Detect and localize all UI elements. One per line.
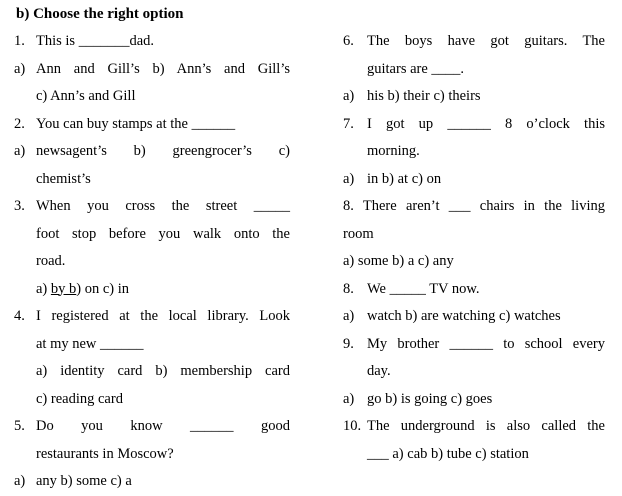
- worksheet-line: [343, 83, 605, 111]
- worksheet-line: [14, 358, 290, 386]
- item-label: a): [14, 60, 26, 77]
- worksheet-line: [14, 413, 290, 441]
- item-text: I got up ______ 8 o’clock this: [367, 115, 605, 132]
- worksheet-line: [14, 276, 290, 304]
- item-text: c) reading card: [36, 390, 123, 407]
- worksheet-line: [343, 413, 605, 441]
- section-title: b) Choose the right option: [16, 6, 184, 22]
- item-text: newsagent’s b) greengrocer’s c): [36, 143, 290, 159]
- worksheet-line: [14, 221, 290, 249]
- item-label: a): [14, 473, 26, 489]
- item-text: road.: [36, 253, 66, 269]
- item-text: guitars are ____.: [367, 60, 465, 77]
- item-text: day.: [367, 363, 391, 379]
- item-label: 8.: [343, 280, 354, 297]
- item-text: any b) some c) a: [36, 473, 132, 489]
- worksheet-line: [343, 248, 605, 276]
- worksheet-line: [14, 441, 290, 469]
- item-label: a): [343, 170, 355, 187]
- right-column: [343, 28, 605, 468]
- item-text: room: [343, 225, 374, 242]
- worksheet-line: [14, 248, 290, 276]
- worksheet-line: [14, 166, 290, 194]
- item-label: a): [343, 308, 355, 324]
- item-text: watch b) are watching c) watches: [367, 308, 561, 324]
- worksheet-line: [343, 386, 605, 414]
- worksheet-line: [343, 303, 605, 331]
- item-label: 3.: [14, 198, 25, 214]
- item-text: chemist’s: [36, 170, 91, 187]
- item-text: Ann and Gill’s b) Ann’s and Gill’s: [36, 60, 290, 77]
- item-label: a): [343, 390, 355, 407]
- worksheet-line: [14, 56, 290, 84]
- item-text: a) by b) on c) in: [36, 280, 130, 297]
- item-label: a): [343, 88, 355, 104]
- item-text: at my new ______: [36, 335, 144, 352]
- item-label: 6.: [343, 33, 354, 49]
- item-text: This is _______dad.: [36, 33, 155, 49]
- item-text: a) some b) a c) any: [343, 253, 454, 269]
- worksheet-line: [343, 28, 605, 56]
- item-label: 2.: [14, 115, 25, 132]
- worksheet-line: [343, 331, 605, 359]
- worksheet-line: [14, 386, 290, 414]
- item-label: 5.: [14, 418, 25, 434]
- worksheet-line: [14, 303, 290, 331]
- item-label: 10.: [343, 418, 362, 434]
- item-text: The underground is also called the: [367, 418, 605, 434]
- item-text: 8. There aren’t ___ chairs in the living: [343, 198, 605, 214]
- worksheet-line: [343, 276, 605, 304]
- underlined-answer: by b: [50, 280, 77, 297]
- left-column: [14, 28, 290, 496]
- item-text: in b) at c) on: [367, 170, 442, 187]
- item-label: 1.: [14, 33, 25, 49]
- item-text: his b) their c) theirs: [367, 88, 481, 104]
- item-text: I registered at the local library. Look: [36, 308, 290, 324]
- item-text: restaurants in Moscow?: [36, 445, 174, 462]
- worksheet-line: [14, 83, 290, 111]
- item-text: The boys have got guitars. The: [367, 33, 605, 49]
- worksheet-line: [14, 193, 290, 221]
- worksheet-line: [343, 193, 605, 221]
- worksheet-line: [14, 468, 290, 496]
- worksheet-line: [343, 138, 605, 166]
- item-text: c) Ann’s and Gill: [36, 88, 136, 104]
- item-text: foot stop before you walk onto the: [36, 225, 290, 242]
- worksheet-line: [343, 221, 605, 249]
- item-label: 4.: [14, 308, 25, 324]
- item-label: 7.: [343, 115, 354, 132]
- item-text: Do you know ______ good: [36, 418, 290, 434]
- worksheet-line: [343, 56, 605, 84]
- item-text: When you cross the street _____: [36, 198, 290, 214]
- item-text: ___ a) cab b) tube c) station: [367, 445, 529, 462]
- worksheet-line: [14, 138, 290, 166]
- item-label: a): [14, 143, 26, 159]
- worksheet-line: [343, 358, 605, 386]
- item-text: My brother ______ to school every: [367, 335, 605, 352]
- item-text: go b) is going c) goes: [367, 390, 493, 407]
- worksheet-line: [343, 111, 605, 139]
- item-text: morning.: [367, 143, 420, 159]
- item-text: You can buy stamps at the ______: [36, 115, 236, 132]
- worksheet-line: [14, 28, 290, 56]
- worksheet-line: [14, 111, 290, 139]
- worksheet-line: [343, 166, 605, 194]
- item-text: We _____ TV now.: [367, 280, 480, 297]
- item-text: a) identity card b) membership card: [36, 363, 290, 379]
- worksheet-line: [14, 331, 290, 359]
- item-label: 9.: [343, 335, 354, 352]
- worksheet-line: [343, 441, 605, 469]
